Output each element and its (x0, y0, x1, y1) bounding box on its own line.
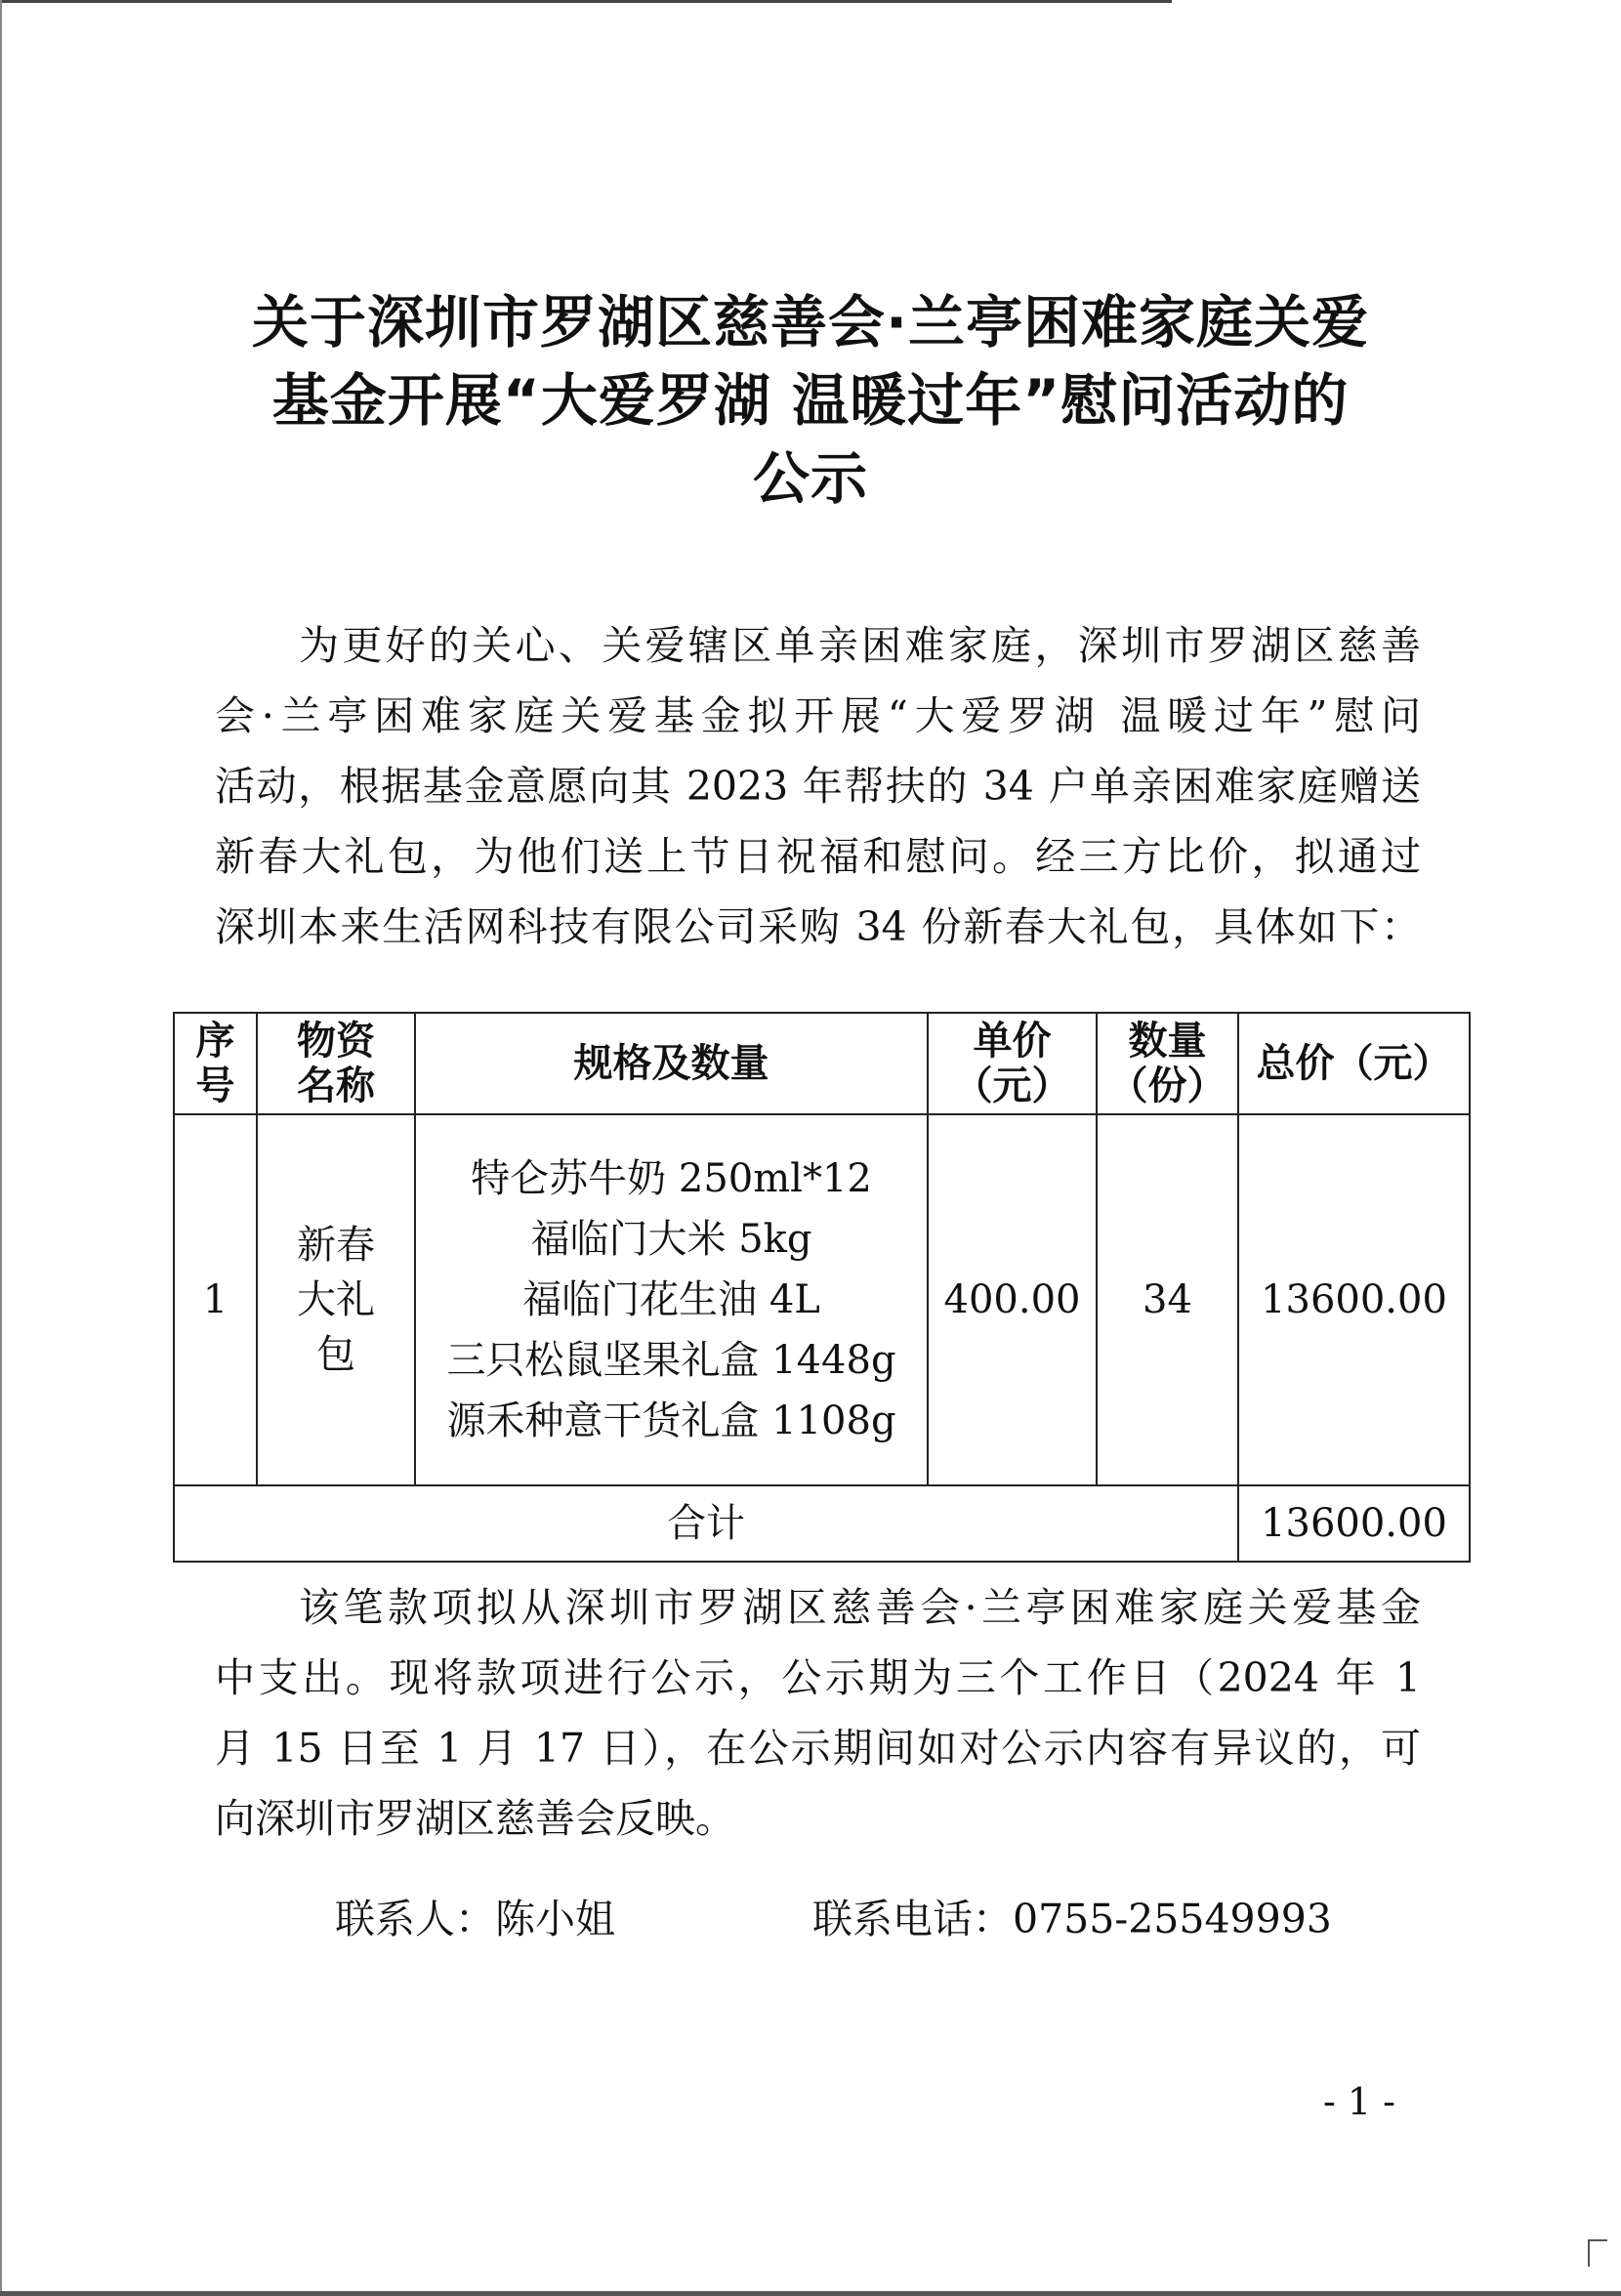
cell-total: 13600.00 (1238, 1114, 1470, 1485)
title-line-2: 基金开展“大爱罗湖 温暖过年”慰问活动的 (271, 367, 1350, 434)
sum-label: 合计 (174, 1485, 1238, 1562)
outro-line-2: 中支出。现将款项进行公示，公示期为三个工作日（2024 年 1 (215, 1654, 1421, 1701)
title-line-1: 关于深圳市罗湖区慈善会·兰亭困难家庭关爱 (251, 289, 1370, 355)
spec-item: 三只松鼠坚果礼盒 1448g (446, 1338, 896, 1383)
table-row (174, 1114, 1470, 1485)
header-quantity: 数量 （份） (1097, 1013, 1238, 1114)
scan-corner-mark (1588, 2239, 1607, 2267)
outro-line-3: 月 15 日至 1 月 17 日），在公示期间如对公示内容有异议的，可 (215, 1725, 1421, 1772)
contact-phone: 联系电话：0755-25549993 (812, 1896, 1332, 1942)
intro-line-4: 新春大礼包，为他们送上节日祝福和慰问。经三方比价，拟通过 (215, 833, 1421, 880)
page-number: - 1 - (1323, 2080, 1396, 2123)
scan-edge-top (0, 0, 1172, 3)
document-title (171, 283, 1450, 518)
header-item-name: 物资 名称 (257, 1013, 415, 1114)
cell-seq: 1 (174, 1114, 257, 1485)
header-spec: 规格及数量 (415, 1013, 928, 1114)
spec-item: 福临门花生油 4L (522, 1277, 820, 1322)
scan-edge-left (0, 0, 2, 2296)
scan-edge-bottom (0, 2291, 1621, 2296)
cell-quantity: 34 (1097, 1114, 1238, 1485)
contact-person: 联系人：陈小姐 (335, 1896, 615, 1942)
table-header-row (174, 1013, 1470, 1114)
header-total: 总价（元） (1238, 1013, 1470, 1114)
intro-line-2: 会·兰亭困难家庭关爱基金拟开展“大爱罗湖 温暖过年”慰问 (215, 692, 1421, 739)
header-seq: 序 号 (174, 1013, 257, 1114)
spec-item: 福临门大米 5kg (530, 1217, 812, 1262)
intro-line-1: 为更好的关心、关爱辖区单亲困难家庭，深圳市罗湖区慈善 (299, 622, 1421, 669)
spec-item: 特仑苏牛奶 250ml*12 (471, 1156, 872, 1201)
title-line-3: 公示 (752, 445, 868, 512)
cell-item-name: 新春 大礼 包 (257, 1114, 415, 1485)
intro-paragraph (215, 610, 1421, 962)
outro-paragraph (215, 1572, 1421, 1854)
spec-item: 源禾种意干货礼盒 1108g (446, 1398, 896, 1443)
table-sum-row (174, 1485, 1470, 1562)
outro-line-4: 向深圳市罗湖区慈善会反映。 (215, 1795, 735, 1842)
sum-value: 13600.00 (1238, 1485, 1470, 1562)
intro-line-5: 深圳本来生活网科技有限公司采购 34 份新春大礼包，具体如下： (215, 903, 1421, 950)
items-table (173, 1012, 1471, 1563)
header-unit-price: 单价 （元） (928, 1013, 1097, 1114)
cell-spec (415, 1114, 928, 1485)
intro-line-3: 活动，根据基金意愿向其 2023 年帮扶的 34 户单亲困难家庭赠送 (215, 763, 1421, 810)
cell-unit-price: 400.00 (928, 1114, 1097, 1485)
outro-line-1: 该笔款项拟从深圳市罗湖区慈善会·兰亭困难家庭关爱基金 (299, 1584, 1421, 1631)
